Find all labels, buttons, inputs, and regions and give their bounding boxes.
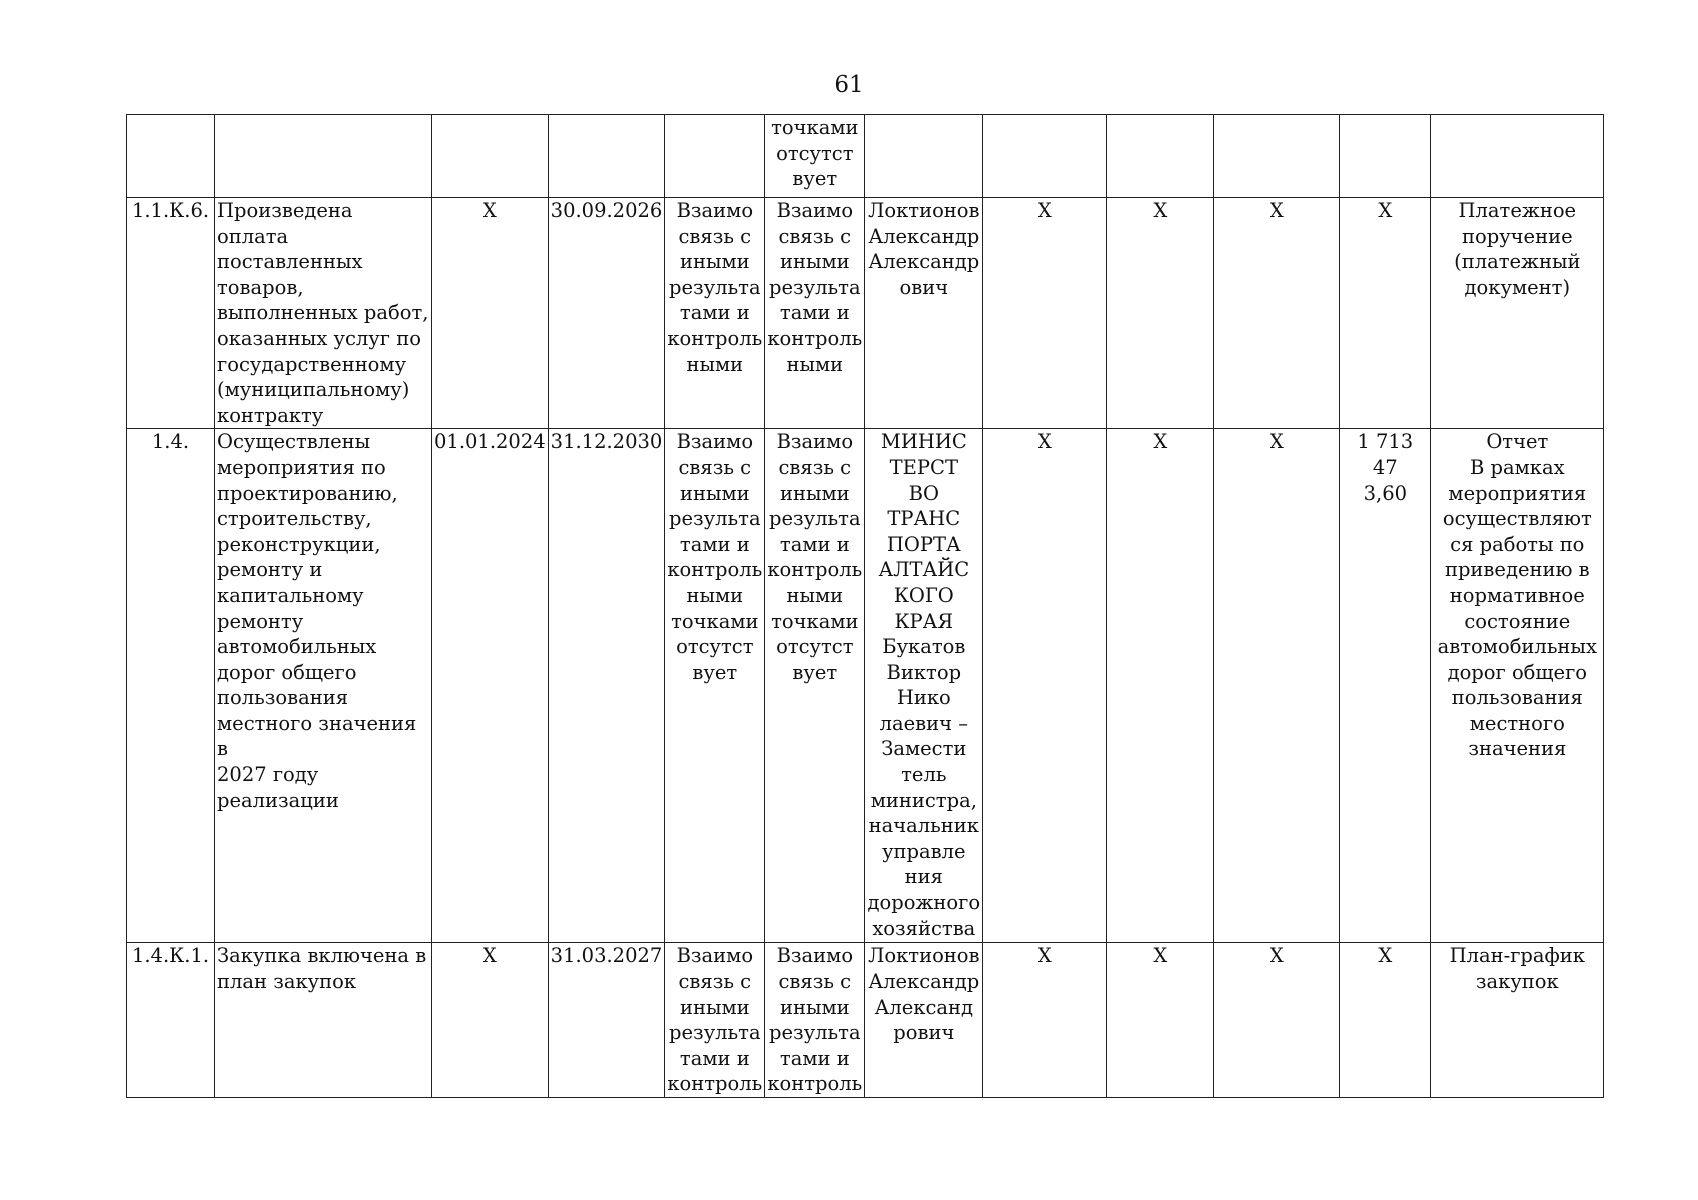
value-cell-4: X <box>1340 943 1431 1098</box>
predecessor-cell: Взаимо связь с иными результа тами и контроль ными точками отсутст вует <box>665 429 765 943</box>
result-title-cell: Произведена оплата поставленных товаров, выполненных работ, оказанных услуг по государственному (муниципальному) контракту <box>215 198 432 429</box>
result-title-cell: Осуществлены мероприятия по проектированию, строительству, реконструкции, ремонту и капитальному ремонту автомобильных дорог общего пользования местного значения в 2027 году реализации <box>215 429 432 943</box>
table-row <box>127 943 1604 1098</box>
end-date-cell: 31.12.2030 <box>548 429 665 943</box>
end-date-cell <box>548 115 665 198</box>
value-cell-2: X <box>1107 198 1214 429</box>
predecessor-cell <box>665 115 765 198</box>
table-row <box>127 198 1604 429</box>
successor-cell: точками отсутст вует <box>765 115 865 198</box>
responsible-cell: МИНИС ТЕРСТ ВО ТРАНС ПОРТА АЛТАЙС КОГО КРАЯ Букатов Виктор Нико лаевич – Замести тель министра, начальник управле ния дорожного хозяйства <box>865 429 983 943</box>
value-cell-1: X <box>983 198 1107 429</box>
responsible-cell: Локтионов Александр Александр ович <box>865 198 983 429</box>
schedule-table <box>126 114 1604 1098</box>
value-cell-2 <box>1107 115 1214 198</box>
predecessor-cell: Взаимо связь с иными результа тами и контроль ными <box>665 198 765 429</box>
value-cell-3: X <box>1214 429 1340 943</box>
start-date-cell: X <box>432 943 549 1098</box>
value-cell-4 <box>1340 115 1431 198</box>
row-number-cell: 1.4. <box>127 429 215 943</box>
value-cell-4: 1 713 47 3,60 <box>1340 429 1431 943</box>
start-date-cell <box>432 115 549 198</box>
successor-cell: Взаимо связь с иными результа тами и контроль <box>765 943 865 1098</box>
successor-cell: Взаимо связь с иными результа тами и контроль ными точками отсутст вует <box>765 429 865 943</box>
row-number-cell: 1.4.К.1. <box>127 943 215 1098</box>
table-row <box>127 429 1604 943</box>
value-cell-1 <box>983 115 1107 198</box>
document-cell <box>1431 115 1604 198</box>
value-cell-2: X <box>1107 943 1214 1098</box>
responsible-cell <box>865 115 983 198</box>
predecessor-cell: Взаимо связь с иными результа тами и контроль <box>665 943 765 1098</box>
row-number-cell <box>127 115 215 198</box>
document-cell: Платежное поручение (платежный документ) <box>1431 198 1604 429</box>
value-cell-3 <box>1214 115 1340 198</box>
value-cell-1: X <box>983 943 1107 1098</box>
page-number: 61 <box>834 72 864 98</box>
value-cell-4: X <box>1340 198 1431 429</box>
table-row <box>127 115 1604 198</box>
start-date-cell: X <box>432 198 549 429</box>
value-cell-3: X <box>1214 198 1340 429</box>
successor-cell: Взаимо связь с иными результа тами и контроль ными <box>765 198 865 429</box>
result-title-cell <box>215 115 432 198</box>
responsible-cell: Локтионов Александр Александ рович <box>865 943 983 1098</box>
end-date-cell: 30.09.2026 <box>548 198 665 429</box>
value-cell-3: X <box>1214 943 1340 1098</box>
value-cell-1: X <box>983 429 1107 943</box>
result-title-cell: Закупка включена в план закупок <box>215 943 432 1098</box>
value-cell-2: X <box>1107 429 1214 943</box>
start-date-cell: 01.01.2024 <box>432 429 549 943</box>
end-date-cell: 31.03.2027 <box>548 943 665 1098</box>
document-cell: План-график закупок <box>1431 943 1604 1098</box>
document-cell: Отчет В рамках мероприятия осуществляют ся работы по приведению в нормативное состояние автомобильных дорог общего пользования местного значения <box>1431 429 1604 943</box>
row-number-cell: 1.1.К.6. <box>127 198 215 429</box>
